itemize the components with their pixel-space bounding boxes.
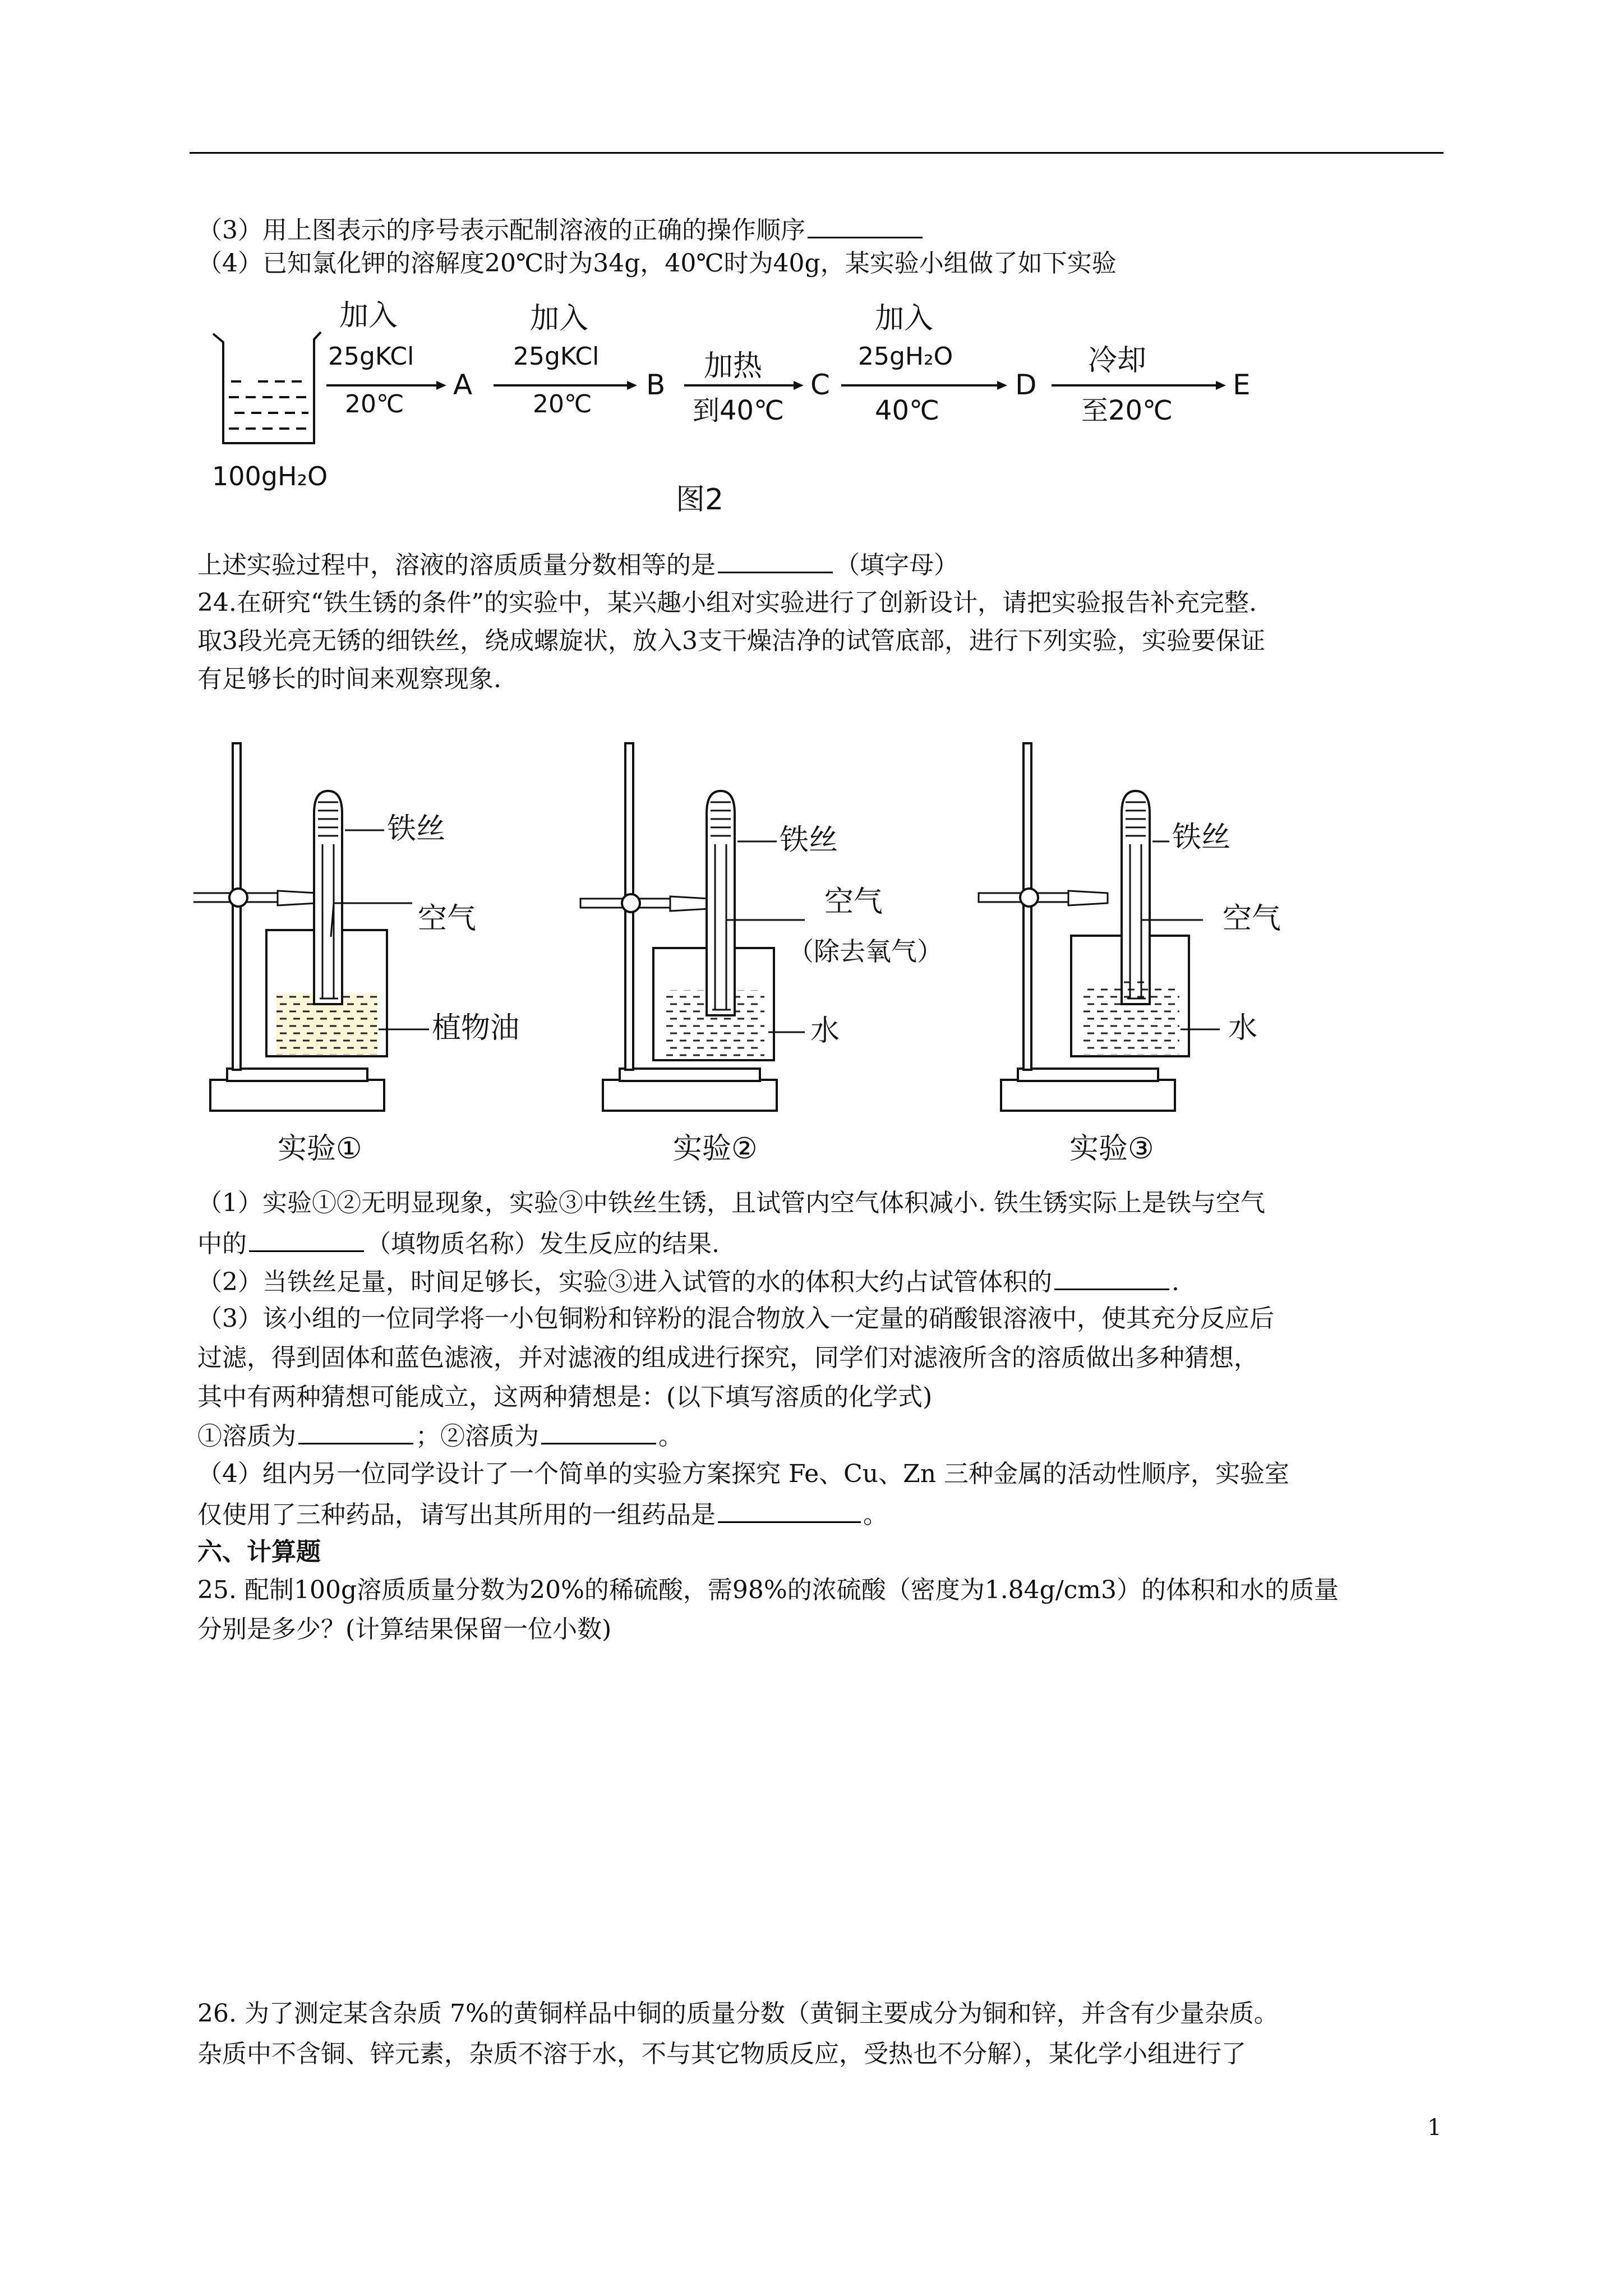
answer-blank[interactable]	[298, 1418, 413, 1444]
svg-text:植物油: 植物油	[432, 1011, 520, 1045]
svg-text:实验③: 实验③	[1069, 1132, 1154, 1166]
q26-line1: 26. 为了测定某含杂质 7%的黄铜样品中铜的质量分数（黄铜主要成分为铜和锌，并含有少量杂质。	[197, 1999, 1279, 2028]
q24-part1-line1: （1）实验①②无明显现象，实验③中铁丝生锈，且试管内空气体积减小. 铁生锈实际上是铁与空气	[197, 1189, 1265, 1217]
process-step-2	[494, 302, 665, 418]
svg-text:20℃: 20℃	[533, 390, 592, 418]
q24-part4-line1: （4）组内另一位同学设计了一个简单的实验方案探究 Fe、Cu、Zn 三种金属的活动性顺序，实验室	[197, 1460, 1290, 1488]
q24-part3-line1: （3）该小组的一位同学将一小包铜粉和锌粉的混合物放入一定量的硝酸银溶液中，使其充分反应后	[197, 1304, 1274, 1333]
svg-text:实验①: 实验①	[278, 1132, 362, 1166]
figure-caption: 图2	[676, 483, 724, 517]
svg-text:D: D	[1015, 369, 1037, 401]
q24-part4-line2: 仅使用了三种药品，请写出其所用的一组药品是 。	[197, 1497, 888, 1532]
q23-line3: （3）用上图表示的序号表示配制溶液的正确的操作顺序	[197, 212, 925, 247]
svg-text:25gH₂O: 25gH₂O	[858, 342, 953, 371]
figure-2-process-diagram	[202, 297, 1267, 533]
figure-rust-experiments	[193, 729, 1360, 1184]
svg-text:空气: 空气	[1223, 902, 1281, 936]
svg-text:B: B	[646, 369, 666, 401]
svg-text:冷却: 冷却	[1088, 344, 1147, 378]
q24-intro-3: 有足够长的时间来观察现象.	[197, 665, 501, 693]
process-step-5	[1052, 344, 1251, 426]
svg-text:加热: 加热	[704, 349, 763, 383]
svg-text:加入: 加入	[339, 299, 398, 333]
section-heading-calculation: 六、计算题	[197, 1538, 321, 1566]
q24-part1-line2: 中的 （填物质名称）发生反应的结果.	[197, 1226, 720, 1261]
beaker-label: 100gH₂O	[212, 461, 328, 491]
svg-text:实验②: 实验②	[673, 1132, 758, 1166]
svg-text:加入: 加入	[530, 302, 589, 335]
q23-after-figure: 上述实验过程中，溶液的溶质质量分数相等的是 （填字母）	[197, 547, 958, 582]
svg-text:A: A	[453, 369, 473, 401]
q24-intro-2: 取3段光亮无锈的细铁丝，绕成螺旋状，放入3支干燥洁净的试管底部，进行下列实验，实验要保证	[197, 627, 1265, 655]
q24-part3-line3: 其中有两种猜想可能成立，这两种猜想是：(以下填写溶质的化学式)	[197, 1383, 933, 1411]
svg-text:空气: 空气	[824, 885, 883, 919]
process-step-4	[841, 302, 1037, 426]
svg-text:铁丝: 铁丝	[387, 812, 446, 846]
beaker-100g-water	[213, 332, 321, 443]
svg-text:铁丝: 铁丝	[1172, 821, 1231, 854]
svg-text:（除去氧气）: （除去氧气）	[788, 936, 943, 967]
svg-text:25gKCl: 25gKCl	[328, 342, 414, 371]
experiment-2-apparatus	[580, 743, 943, 1166]
svg-text:E: E	[1233, 369, 1251, 401]
header-rule	[190, 152, 1444, 154]
q24-intro-1: 24.在研究“铁生锈的条件”的实验中，某兴趣小组对实验进行了创新设计，请把实验报告补充完整.	[197, 588, 1257, 617]
process-step-3	[684, 349, 830, 426]
svg-text:40℃: 40℃	[875, 395, 939, 426]
svg-text:到40℃: 到40℃	[693, 395, 784, 426]
q25-line1: 25. 配制100g溶质质量分数为20%的稀硫酸，需98%的浓硫酸（密度为1.84g/cm3）的体积和水的质量	[197, 1576, 1339, 1604]
q24-part3-line2: 过滤，得到固体和蓝色滤液，并对滤液的组成进行探究，同学们对滤液所含的溶质做出多种猜想，	[197, 1343, 1258, 1372]
svg-text:水: 水	[810, 1014, 840, 1048]
svg-text:20℃: 20℃	[345, 390, 404, 418]
q26-line2: 杂质中不含铜、锌元素，杂质不溶于水，不与其它物质反应，受热也不分解），某化学小组进行了	[197, 2040, 1246, 2068]
q24-part3-line4: ①溶质为 ；②溶质为 。	[197, 1418, 683, 1453]
q23-line4: （4）已知氯化钾的溶解度20℃时为34g，40℃时为40g，某实验小组做了如下实验	[197, 249, 1117, 278]
experiment-3-apparatus	[979, 743, 1281, 1166]
svg-text:25gKCl: 25gKCl	[513, 342, 600, 371]
q25-line2: 分别是多少？(计算结果保留一位小数)	[197, 1615, 612, 1644]
svg-text:铁丝: 铁丝	[780, 823, 838, 857]
process-step-1	[326, 299, 472, 418]
svg-text:C: C	[810, 369, 830, 401]
svg-text:加入: 加入	[875, 302, 934, 335]
answer-blank[interactable]	[541, 1418, 656, 1444]
svg-text:空气: 空气	[418, 902, 477, 936]
answer-blank[interactable]	[1054, 1264, 1169, 1290]
experiment-1-apparatus	[193, 743, 519, 1166]
answer-blank[interactable]	[718, 1497, 861, 1523]
page-number: 1	[1427, 2115, 1442, 2141]
answer-blank[interactable]	[249, 1226, 364, 1252]
svg-text:至20℃: 至20℃	[1081, 395, 1173, 426]
q24-part2: （2）当铁丝足量，时间足够长，实验③进入试管的水的体积大约占试管体积的 .	[197, 1264, 1179, 1299]
svg-text:水: 水	[1228, 1011, 1258, 1045]
